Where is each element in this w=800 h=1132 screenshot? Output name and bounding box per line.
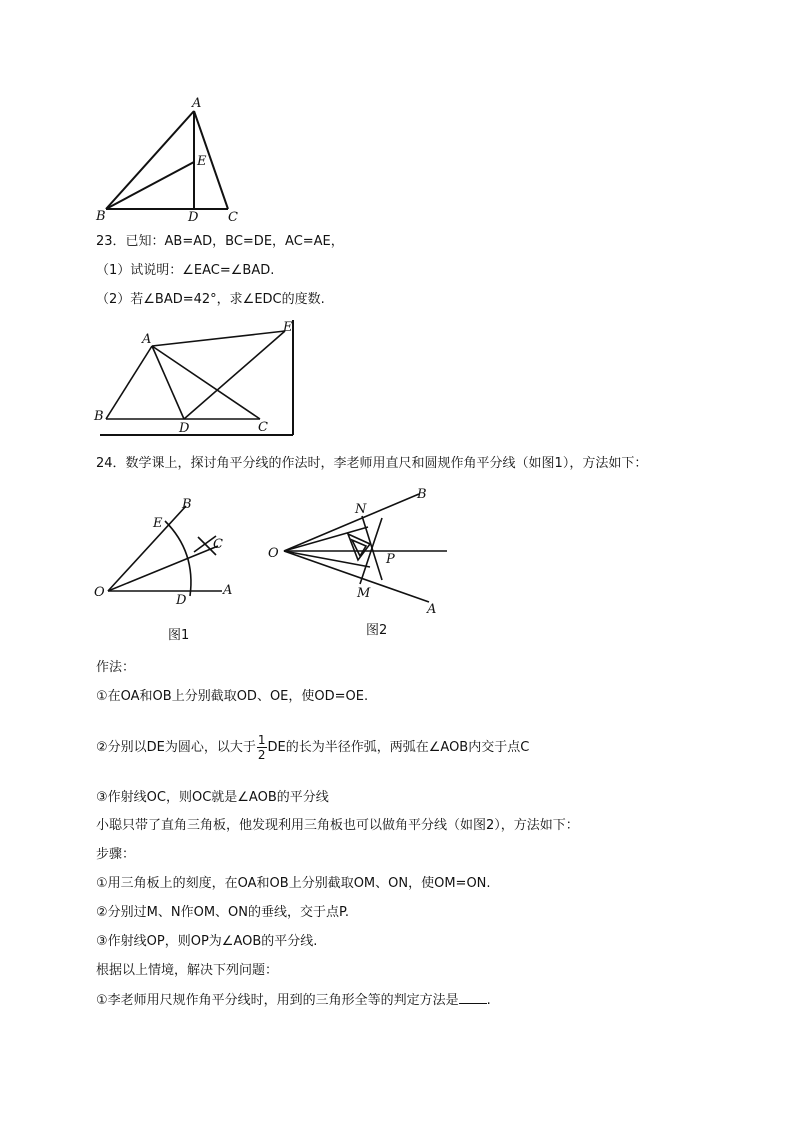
figure-q24-2 — [262, 484, 462, 644]
label-B: B — [96, 209, 106, 224]
label-A: A — [142, 332, 152, 347]
label-N: N — [355, 502, 367, 517]
ray-OC — [108, 546, 218, 591]
label-D: D — [176, 593, 187, 608]
label-C: C — [213, 537, 223, 552]
ray-OB — [108, 506, 186, 591]
segment-DE — [184, 331, 285, 419]
segment-AE — [152, 331, 285, 346]
label-A: A — [427, 602, 437, 617]
segment-BE — [106, 162, 194, 209]
segment-AB — [106, 346, 152, 419]
label-D: D — [179, 421, 190, 436]
step-1: ①用三角板上的刻度，在OA和OB上分别截取OM、ON，使OM=ON. — [96, 876, 491, 891]
question-1-text: ①李老师用尺规作角平分线时，用到的三角形全等的判定方法是 — [96, 993, 459, 1008]
fraction-denominator: 2 — [257, 748, 266, 762]
q23-stem: 23．已知：AB=AD，BC=DE，AC=AE， — [96, 234, 344, 249]
label-E: E — [197, 154, 207, 169]
fraction-numerator: 1 — [257, 733, 266, 747]
label-D: D — [188, 210, 199, 224]
question-1 — [96, 991, 491, 1010]
q23-part2: （2）若∠BAD=42°，求∠EDC的度数. — [96, 292, 325, 307]
answer-blank[interactable] — [459, 991, 487, 1004]
label-O: O — [268, 546, 279, 561]
figure-q23 — [92, 318, 302, 440]
q23-part1: （1）试说明：∠EAC=∠BAD. — [96, 263, 275, 278]
label-B: B — [182, 497, 192, 512]
question-1-end: . — [486, 993, 491, 1008]
method-step-1: ①在OA和OB上分别截取OD、OE，使OD=OE. — [96, 689, 369, 704]
method-step-2-after: DE的长为半径作弧，两弧在∠AOB内交于点C — [267, 740, 530, 755]
label-A: A — [192, 96, 202, 111]
label-P: P — [386, 552, 395, 567]
figure-q22 — [92, 92, 252, 224]
label-C: C — [228, 210, 238, 224]
caption-fig2: 图2 — [366, 623, 388, 638]
label-C: C — [258, 420, 268, 435]
fraction-one-half — [257, 733, 267, 762]
steps-title: 步骤： — [96, 847, 136, 862]
context: 根据以上情境，解决下列问题： — [96, 963, 279, 978]
method-step-3: ③作射线OC，则OC就是∠AOB的平分线 — [96, 790, 329, 805]
label-E: E — [153, 516, 163, 531]
method-step-2 — [96, 733, 529, 762]
q24-stem: 24．数学课上，探讨角平分线的作法时，李老师用直尺和圆规作角平分线（如图1），方法如下： — [96, 456, 648, 471]
label-O: O — [94, 585, 105, 600]
label-B: B — [94, 409, 104, 424]
label-M: M — [357, 586, 371, 601]
step-3: ③作射线OP，则OP为∠AOB的平分线. — [96, 934, 318, 949]
arc-DE — [165, 521, 191, 596]
caption-fig1: 图1 — [168, 628, 190, 643]
label-E: E — [283, 320, 293, 335]
method-title: 作法： — [96, 660, 136, 675]
label-A: A — [223, 583, 233, 598]
method-step-2-before: ②分别以DE为圆心，以大于 — [96, 740, 256, 755]
segment-AB — [106, 111, 194, 209]
figure-q24-1 — [90, 494, 250, 644]
label-B: B — [417, 487, 427, 502]
triangle-ruler-1 — [348, 534, 370, 560]
intro-2: 小聪只带了直角三角板，他发现利用三角板也可以做角平分线（如图2），方法如下： — [96, 818, 579, 833]
step-2: ②分别过M、N作OM、ON的垂线，交于点P. — [96, 905, 349, 920]
